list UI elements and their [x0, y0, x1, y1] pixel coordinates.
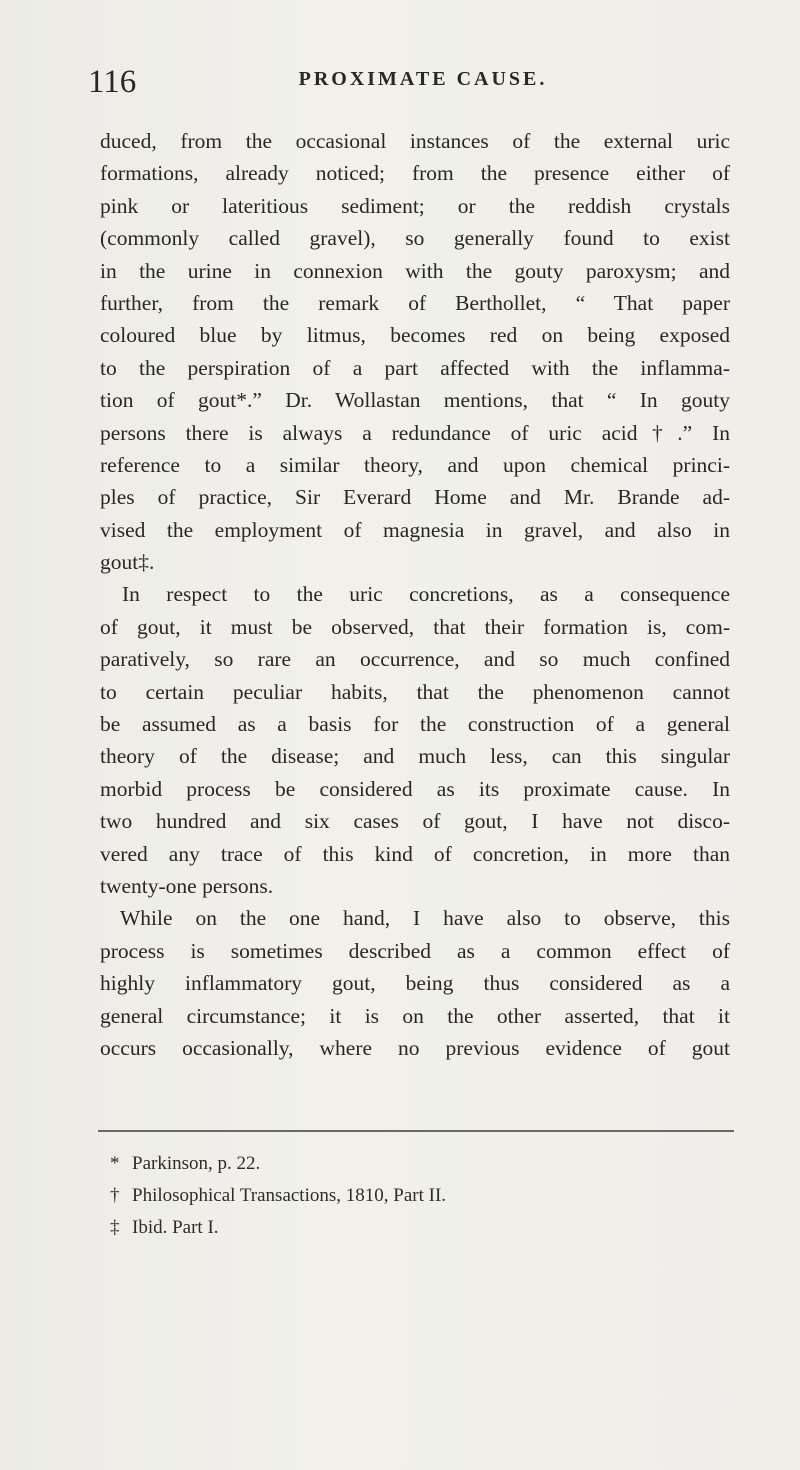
footnote — [110, 1180, 670, 1212]
footnote — [110, 1212, 670, 1244]
text-line: While on the one hand, I have also to observe, this — [120, 906, 730, 931]
text-line: further, from the remark of Berthollet, “ That paper — [100, 290, 730, 315]
footnote-text: Philosophical Transactions, 1810, Part II. — [132, 1185, 447, 1206]
text-line: twenty-one persons. — [100, 873, 274, 898]
text-line: vered any trace of this kind of concretion, in more than — [100, 841, 730, 866]
text-line: morbid process be considered as its proximate cause. In — [100, 776, 730, 801]
text-line: process is sometimes described as a common effect of — [100, 938, 730, 963]
text-line: general circumstance; it is on the other asserted, that it — [100, 1003, 730, 1028]
footnote-text: Parkinson, p. 22. — [132, 1153, 261, 1174]
text-line: tion of gout*.” Dr. Wollastan mentions, that “ In gouty — [100, 388, 730, 413]
page-number: 116 — [88, 64, 137, 100]
text-line: be assumed as a basis for the construction of a general — [100, 712, 730, 737]
text-line: paratively, so rare an occurrence, and so much confined — [100, 647, 730, 672]
text-line: to the perspiration of a part affected with the inflamma- — [100, 355, 730, 380]
text-line: of gout, it must be observed, that their formation is, com- — [100, 614, 730, 639]
footnote-mark: ‡ — [110, 1217, 120, 1238]
text-line: theory of the disease; and much less, can this singular — [100, 744, 730, 769]
text-line: occurs occasionally, where no previous evidence of gout — [100, 1035, 730, 1060]
text-line: reference to a similar theory, and upon chemical princi- — [100, 452, 730, 477]
text-line: persons there is always a redundance of uric acid†.” In — [100, 420, 730, 445]
footnote-mark: * — [110, 1153, 120, 1174]
page-header — [88, 62, 728, 102]
text-line: ples of practice, Sir Everard Home and Mr. Brande ad- — [100, 485, 730, 510]
text-line: two hundred and six cases of gout, I have not disco- — [100, 809, 730, 834]
running-head: PROXIMATE CAUSE. — [298, 68, 548, 90]
body-text — [100, 125, 730, 1064]
footnote-mark: † — [110, 1185, 120, 1206]
text-line: duced, from the occasional instances of the external uric — [100, 129, 730, 153]
text-line: In respect to the uric concretions, as a consequence — [122, 582, 730, 607]
text-line: highly inflammatory gout, being thus considered as a — [100, 971, 730, 996]
text-line: in the urine in connexion with the gouty paroxysm; and — [100, 258, 730, 283]
footnotes — [110, 1148, 670, 1244]
footnote — [110, 1148, 670, 1180]
text-line: (commonly called gravel), so generally found to exist — [100, 226, 730, 251]
text-line: coloured blue by litmus, becomes red on being exposed — [100, 323, 730, 348]
footnote-rule — [98, 1130, 734, 1132]
text-line: gout‡. — [100, 550, 155, 575]
text-line: formations, already noticed; from the presence either of — [100, 161, 730, 186]
footnote-text: Ibid. Part I. — [132, 1217, 219, 1238]
text-line: pink or lateritious sediment; or the reddish crystals — [100, 193, 730, 218]
text-line: vised the employment of magnesia in gravel, and also in — [100, 517, 730, 542]
text-line: to certain peculiar habits, that the phenomenon cannot — [100, 679, 730, 704]
